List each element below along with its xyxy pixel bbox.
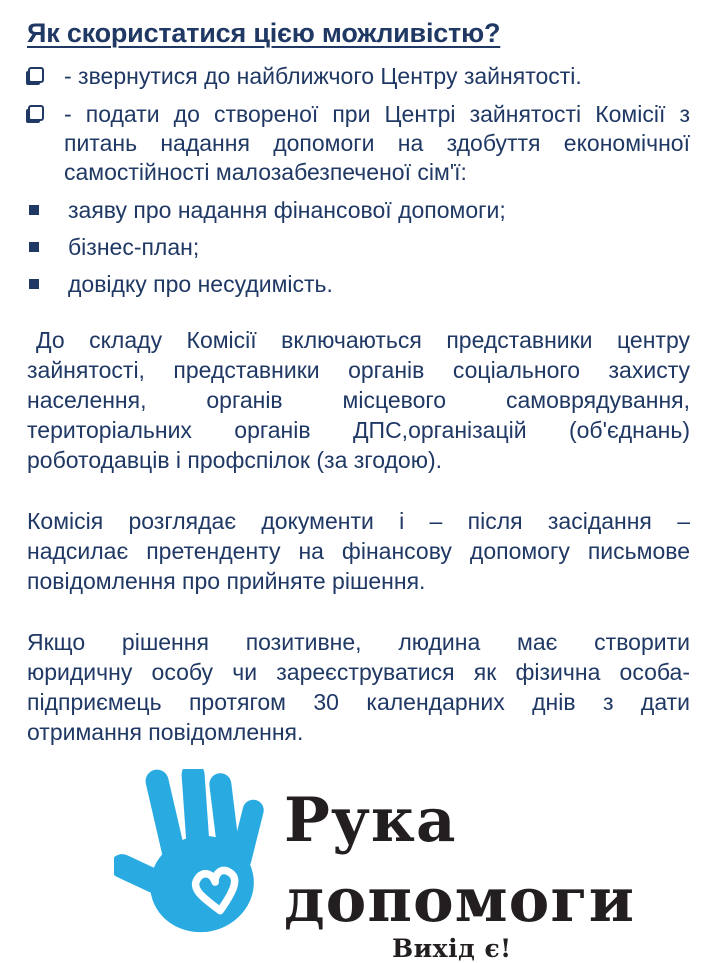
logo-text — [284, 781, 635, 962]
text-line: Комісія розглядає документи і – після засідання – — [27, 508, 690, 534]
logo-title-line1: Рука — [284, 785, 457, 856]
logo-tagline: Вихід є! — [392, 934, 512, 963]
checklist — [27, 62, 690, 187]
documents-list — [27, 196, 690, 299]
square-bullet-icon — [29, 242, 39, 252]
text-line: Якщо рішення позитивне, людина має створити — [27, 629, 690, 655]
text-line: зайнятості, представники органів соціального захисту — [27, 357, 690, 383]
handprint-logo-icon — [114, 769, 264, 937]
text-line: До складу Комісії включаються представники центру — [36, 327, 690, 353]
document-item — [27, 233, 690, 262]
logo — [114, 769, 690, 962]
text-line: - подати до створеної при Центрі зайнятості Комісії з — [64, 101, 690, 127]
text-line: самостійності малозабезпеченої сім'ї: — [64, 159, 467, 185]
text-line: підприємець протягом 30 календарних днів з дати — [27, 689, 690, 715]
paragraph — [27, 627, 690, 747]
paragraph — [27, 506, 690, 596]
checkbox-bullet-icon — [28, 67, 44, 83]
body-paragraphs — [27, 325, 690, 747]
document-item-text: бізнес-план; — [68, 234, 200, 260]
square-bullet-icon — [29, 205, 39, 215]
checklist-item — [27, 62, 690, 91]
checklist-item-text — [64, 62, 690, 91]
checkbox-bullet-icon — [28, 105, 44, 121]
text-line: отримання повідомлення. — [27, 719, 304, 745]
square-bullet-icon — [29, 279, 39, 289]
text-line: територіальних органів ДПС,організацій (об'єднань) — [27, 417, 690, 443]
checklist-item-text — [64, 100, 690, 187]
logo-title-line2: допомоги — [284, 865, 635, 936]
document-item-text: довідку про несудимість. — [68, 271, 333, 297]
page-title: Як скористатися цією можливістю? — [27, 18, 501, 48]
text-line: повідомлення про прийняте рішення. — [27, 568, 426, 594]
paragraph — [27, 325, 690, 475]
text-line: - звернутися до найближчого Центру зайнятості. — [64, 63, 582, 89]
checklist-item — [27, 100, 690, 187]
text-line: питань надання допомоги на здобуття економічної — [64, 130, 690, 156]
text-line: роботодавців і профспілок (за згодою). — [27, 447, 442, 473]
document-item — [27, 270, 690, 299]
document-item-text: заяву про надання фінансової допомоги; — [68, 197, 506, 223]
text-line: надсилає претенденту на фінансову допомогу письмове — [27, 538, 690, 564]
text-line: юридичну особу чи зареєструватися як фізична особа- — [27, 659, 690, 685]
document-item — [27, 196, 690, 225]
text-line: населення, органів місцевого самоврядування, — [27, 387, 690, 413]
